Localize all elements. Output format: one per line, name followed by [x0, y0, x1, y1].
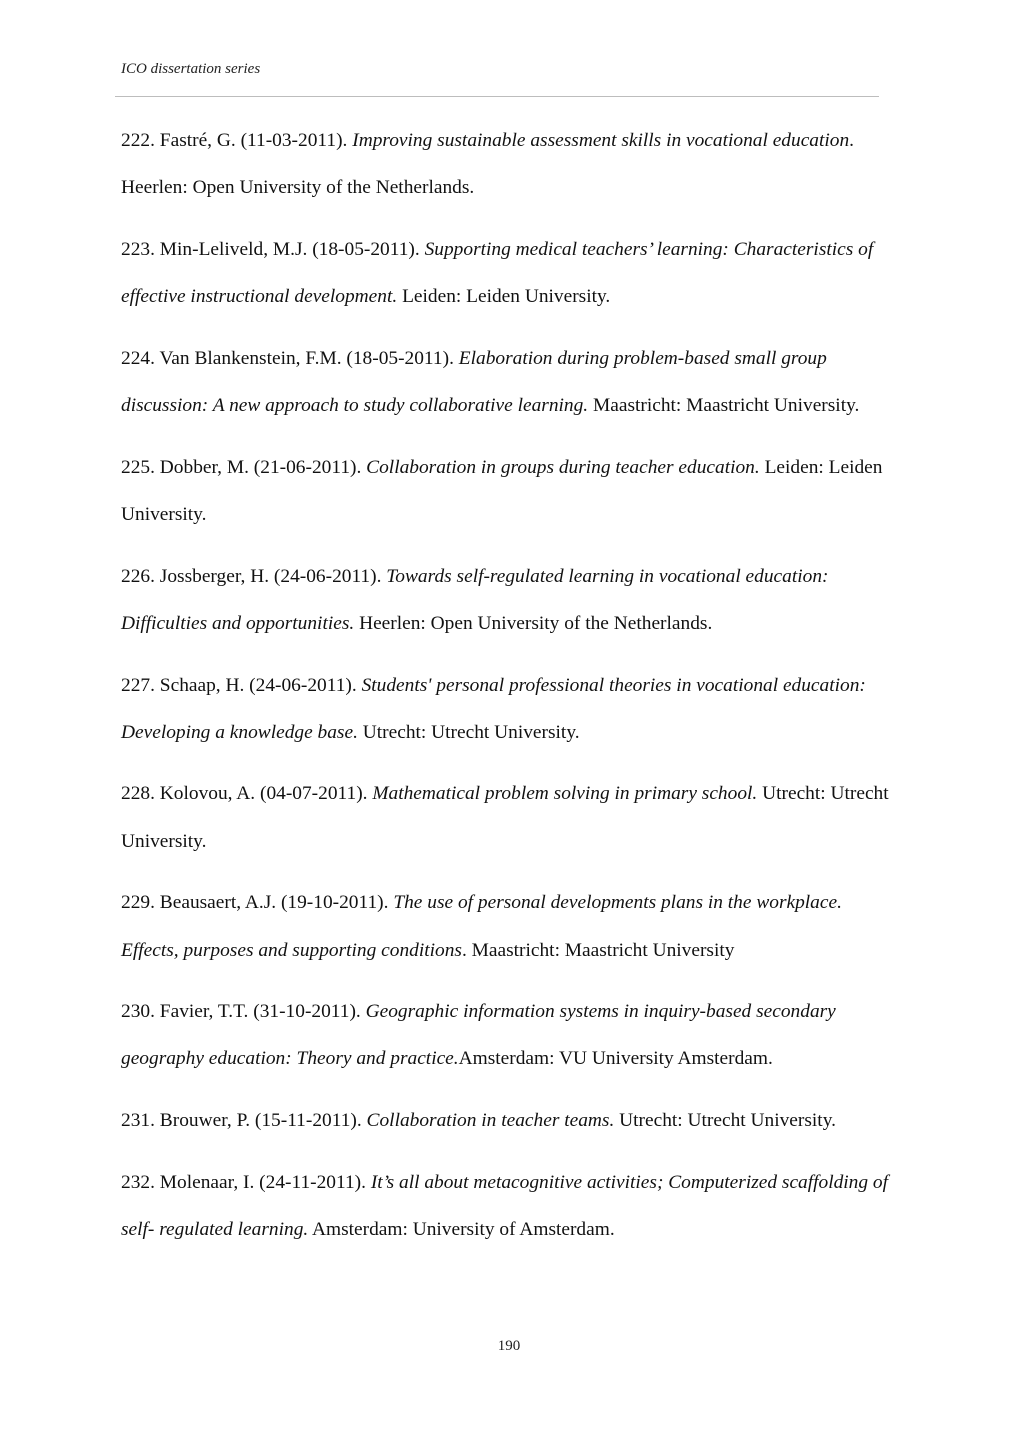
list-item — [121, 1159, 896, 1253]
list-item — [121, 770, 896, 864]
entry-publisher: Utrecht: Utrecht University. — [614, 1110, 836, 1132]
entry-title: Towards self-regulated learning in vocational education: Difficulties and opportunities. — [121, 565, 829, 634]
entry-publisher: Leiden: Leiden University. — [397, 286, 611, 308]
entry-author: Beausaert, A.J. (19-10-2011). — [159, 892, 394, 914]
entry-publisher: Leiden: Leiden University. — [121, 456, 883, 525]
header-divider — [115, 96, 879, 97]
entry-author: Dobber, M. (21-06-2011). — [159, 456, 367, 478]
entry-number: 231. — [121, 1110, 155, 1132]
list-item — [121, 879, 896, 973]
entry-number: 223. — [121, 238, 155, 260]
list-item — [121, 444, 896, 538]
list-item — [121, 117, 896, 211]
entry-title: Improving sustainable assessment skills in vocational education — [352, 130, 850, 151]
entry-number: 222. — [121, 130, 155, 151]
list-item — [121, 226, 896, 320]
entry-publisher: . Maastricht: Maastricht University — [461, 939, 735, 961]
entry-author: Favier, T.T. (31-10-2011). — [159, 1001, 366, 1023]
entry-number: 230. — [121, 1001, 155, 1023]
entry-number: 226. — [121, 565, 155, 587]
entry-title: The use of personal developments plans in the workplace. Effects, purposes and supporting conditions — [121, 892, 842, 961]
entry-author: Fastré, G. (11-03-2011). — [159, 130, 353, 151]
list-item — [121, 553, 896, 647]
list-item — [121, 988, 896, 1082]
entry-number: 225. — [121, 456, 155, 478]
entry-title: Collaboration in groups during teacher education. — [366, 456, 760, 478]
entry-author: Molenaar, I. (24-11-2011). — [159, 1171, 371, 1193]
entry-number: 229. — [121, 892, 155, 914]
entry-publisher: . Heerlen: Open University of the Netherlands. — [121, 130, 855, 199]
entry-title: Supporting medical teachers’ learning: Characteristics of effective instructional development. — [121, 238, 874, 308]
entry-author: Van Blankenstein, F.M. (18-05-2011). — [159, 347, 459, 369]
entry-publisher: Maastricht: Maastricht University. — [588, 395, 860, 417]
entry-number: 232. — [121, 1171, 155, 1193]
entry-publisher: Heerlen: Open University of the Netherlands. — [354, 612, 713, 634]
list-item — [121, 1097, 896, 1144]
entry-author: Jossberger, H. (24-06-2011). — [159, 565, 387, 587]
entry-number: 227. — [121, 674, 155, 696]
entry-publisher: Utrecht: Utrecht University. — [357, 721, 580, 743]
entry-publisher: Amsterdam: VU University Amsterdam. — [458, 1048, 773, 1070]
page-number: 190 — [497, 1338, 521, 1354]
list-item — [121, 335, 896, 429]
entry-author: Schaap, H. (24-06-2011). — [159, 674, 362, 696]
entry-author: Brouwer, P. (15-11-2011). — [159, 1110, 367, 1132]
entry-author: Kolovou, A. (04-07-2011). — [159, 783, 373, 805]
list-item — [121, 662, 896, 756]
entry-publisher: Amsterdam: University of Amsterdam. — [308, 1219, 615, 1241]
entry-number: 224. — [121, 347, 155, 369]
entry-title: It’s all about metacognitive activities; Computerized scaffolding of self- regulated learning. — [121, 1171, 889, 1241]
entry-title: Elaboration during problem-based small group discussion: A new approach to study collaborative learning. — [121, 347, 827, 417]
dissertation-list — [121, 117, 896, 1268]
entry-title: Mathematical problem solving in primary school. — [372, 783, 758, 805]
entry-author: Min-Leliveld, M.J. (18-05-2011). — [159, 238, 425, 260]
running-header: ICO dissertation series — [121, 61, 261, 77]
entry-title: Students' personal professional theories in vocational education: Developing a knowledge base. — [121, 674, 866, 743]
entry-publisher: Utrecht: Utrecht University. — [121, 783, 889, 852]
entry-title: Geographic information systems in inquiry-based secondary geography education: Theory and practice. — [121, 1001, 836, 1070]
entry-number: 228. — [121, 783, 155, 805]
entry-title: Collaboration in teacher teams. — [366, 1110, 615, 1132]
